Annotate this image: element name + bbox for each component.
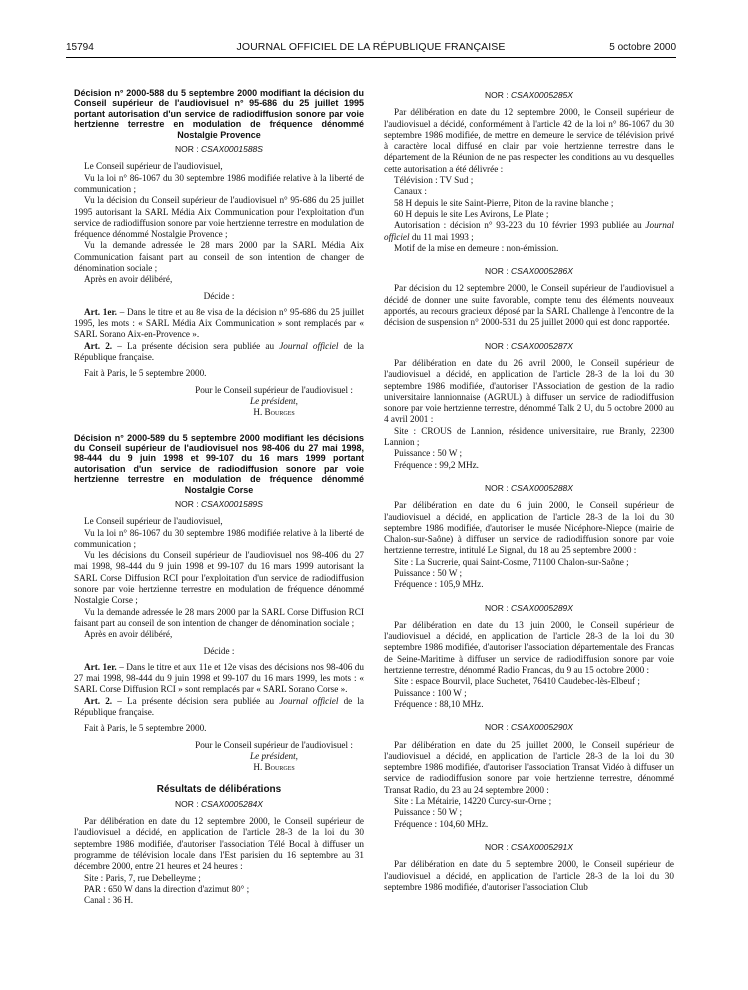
nor-reference: NOR : CSAX0005289X (485, 602, 573, 613)
paragraph: Par décision du 12 septembre 2000, le Conseil supérieur de l'audiovisuel a décidé de donner une suite favorable, compte tenu des éléments nouveaux apportés, au recours gracieux déposé par la SARL Challenge à l'encontre de la décision de suspension n° 2000-531 du 25 juillet 2000 qui est donc rapportée. (384, 283, 674, 328)
signature-role: Le président, (250, 395, 298, 406)
paragraph: Par délibération en date du 12 septembre 2000, le Conseil supérieur de l'audiovisuel a décidé, conformément à l'article 42 de la loi n° 86-1067 du 30 septembre 1986 modifiée, de mettre en demeure le service de télévision privé à caractère local diffusé en clair par voie hertzienne terrestre dans le département de la Réunion de ne pas respecter les conditions au vu desquelles cette autorisation a été délivrée : (384, 107, 674, 174)
paragraph: Par délibération en date du 26 avril 2000, le Conseil supérieur de l'audiovisuel a décidé, en application de l'article 28-3 de la loi du 30 septembre 1986 modifiée, d'autoriser l'Association de gestion de la radio universitaire lannionnaise (AGRUL) à diffuser un service de radiodiffusion sonore par voie hertzienne terrestre, dénommé Talk 2 U, du 5 octobre 2000 au 4 avril 2001 : (384, 357, 674, 425)
paragraph: Après en avoir délibéré, (84, 274, 173, 285)
signature-date: Fait à Paris, le 5 septembre 2000. (84, 723, 207, 734)
page-number: 15794 (66, 42, 94, 53)
paragraph: Vu la décision du Conseil supérieur de l'audiovisuel n° 95-686 du 25 juillet 1995 autorisant la SARL Média Aix Communication pour l'exploitation d'un service de radiodiffusion sonore par voie hertzienne terrestre en modulation de fréquence dénommé Nostalgie Provence ; (74, 195, 364, 240)
page-header (66, 40, 676, 56)
detail-line: Autorisation : décision n° 93-223 du 10 février 1993 publiée au Journal officiel du 11 mai 1993 ; (384, 220, 674, 242)
nor-reference: NOR : CSAX0005290X (485, 722, 573, 733)
paragraph: Par délibération en date du 13 juin 2000, le Conseil supérieur de l'audiovisuel a décidé, en application de l'article 28-3 de la loi du 30 septembre 1986 modifiée, d'autoriser l'association départementale des Francas de Seine-Maritime à diffuser un service de radiodiffusion sonore par voie hertzienne terrestre, dénommé Radio Francas, du 9 au 15 octobre 2000 : (384, 619, 674, 676)
detail-line: Site : La Métairie, 14220 Curcy-sur-Orne ; (394, 796, 552, 807)
journal-title: JOURNAL OFFICIEL DE LA RÉPUBLIQUE FRANÇAISE (236, 41, 506, 53)
detail-line: Fréquence : 88,10 MHz. (394, 698, 484, 709)
nor-reference: NOR : CSAX0005291X (485, 841, 573, 852)
detail-line: Puissance : 50 W ; (394, 448, 463, 459)
detail-line: Site : La Sucrerie, quai Saint-Cosme, 71100 Chalon-sur-Saône ; (394, 556, 629, 567)
article: Art. 1er. – Dans le titre et au 8e visa de la décision n° 95-686 du 25 juillet 1995, les mots : « SARL Média Aix Communication » sont remplacés par « SARL Sorano Aix-en-Provence ». (74, 306, 364, 340)
signature-date: Fait à Paris, le 5 septembre 2000. (84, 368, 207, 379)
detail-line: Site : Paris, 7, rue Debelleyme ; (84, 872, 201, 883)
paragraph: Vu la demande adressée le 28 mars 2000 par la SARL Corse Diffusion RCI faisant part au conseil de son intention de changer de dénomination sociale ; (74, 606, 364, 628)
decide-heading: Décide : (203, 290, 235, 301)
paragraph: Par délibération en date du 5 septembre 2000, le Conseil supérieur de l'audiovisuel a décidé, en application de l'article 28-3 de la loi du 30 septembre 1986 modifiée, d'autoriser l'association Club (384, 859, 674, 892)
detail-line: Fréquence : 105,9 MHz. (394, 579, 484, 590)
detail-line: PAR : 650 W dans la direction d'azimut 80° ; (84, 883, 250, 894)
signature-role: Le président, (250, 750, 298, 761)
detail-line: Canaux : (394, 186, 427, 197)
detail-line: 58 H depuis le site Saint-Pierre, Piton de la ravine blanche ; (394, 197, 614, 208)
detail-line: Motif de la mise en demeure : non-émission. (394, 242, 559, 253)
paragraph: Après en avoir délibéré, (84, 629, 173, 640)
decision-title: Décision n° 2000-588 du 5 septembre 2000 modifiant la décision du Conseil supérieur de l'audiovisuel n° 95-686 du 25 juillet 1995 portant autorisation d'un service de radiodiffusion sonore par voie hertzienne terrestre en modulation de fréquence dénommé Nostalgie Provence (74, 88, 364, 140)
nor-reference: NOR : CSAX0005285X (485, 90, 573, 100)
detail-line: Puissance : 50 W ; (394, 567, 463, 578)
right-column (384, 60, 674, 893)
detail-line: Télévision : TV Sud ; (394, 175, 474, 186)
detail-line: Puissance : 50 W ; (394, 807, 463, 818)
decide-heading: Décide : (203, 645, 235, 656)
paragraph: Vu la loi n° 86-1067 du 30 septembre 1986 modifiée relative à la liberté de communication ; (74, 527, 364, 549)
detail-line: Site : espace Bourvil, place Suchetet, 76410 Caudebec-lès-Elbeuf ; (394, 676, 640, 687)
paragraph: Par délibération en date du 6 juin 2000, le Conseil supérieur de l'audiovisuel a décidé, en application de l'article 28-3 de la loi du 30 septembre 1986 modifiée, d'autoriser le musée Nicéphore-Niepce (mairie de Chalon-sur-Saône) à diffuser un service de radiodiffusion sonore par voie hertzienne terrestre, intitulé Le Signal, du 18 au 25 septembre 2000 : (384, 500, 674, 556)
paragraph: Vu la demande adressée le 28 mars 2000 par la SARL Média Aix Communication faisant part au conseil de son intention de changer de dénomination sociale ; (74, 240, 364, 273)
signature-line: Pour le Conseil supérieur de l'audiovisuel : (195, 384, 353, 395)
nor-reference: NOR : CSAX0005284X (175, 798, 263, 809)
nor-reference: NOR : CSAX0001588S (175, 144, 263, 155)
article: Art. 2. – La présente décision sera publiée au Journal officiel de la République française. (74, 695, 365, 718)
nor-reference: NOR : CSAX0005286X (485, 266, 573, 277)
paragraph: Par délibération en date du 12 septembre 2000, le Conseil supérieur de l'audiovisuel a décidé, en application de l'article 28-3 de la loi du 30 septembre 1986 modifiée, d'autoriser l'association Télé Bocal à diffuser un programme de télévision locale dans l'Est parisien du 16 septembre au 31 décembre 2000, entre 21 heures et 24 heures : (74, 816, 364, 872)
header-rule (66, 57, 676, 58)
paragraph: Le Conseil supérieur de l'audiovisuel, (84, 161, 223, 172)
nor-reference: NOR : CSAX0001589S (175, 499, 263, 509)
paragraph: Vu les décisions du Conseil supérieur de l'audiovisuel nos 98-406 du 27 mai 1998, 98-444 du 9 juin 1998 et 99-107 du 16 mars 1999 autorisant la SARL Corse Diffusion RCI pour l'exploitation d'un service de radiodiffusion sonore par voie hertzienne terrestre en modulation de fréquence dénommé Nostalgie Corse ; (74, 550, 364, 606)
signature-name: H. Bourges (253, 407, 295, 418)
publication-date: 5 octobre 2000 (609, 42, 676, 53)
decision-title: Décision n° 2000-589 du 5 septembre 2000 modifiant les décisions du Conseil supérieur de l'audiovisuel nos 98-406 du 27 mai 1998, 98-444 du 9 juin 1998 et 99-107 du 16 mars 1999 portant autorisation d'un service de radiodiffusion sonore par voie hertzienne terrestre en modulation de fréquence dénommé Nostalgie Corse (74, 432, 364, 495)
detail-line: 60 H depuis le site Les Avirons, Le Plate ; (394, 208, 549, 219)
nor-reference: NOR : CSAX0005287X (485, 340, 573, 351)
nor-reference: NOR : CSAX0005288X (485, 482, 573, 493)
paragraph: Le Conseil supérieur de l'audiovisuel, (84, 516, 223, 527)
paragraph: Par délibération en date du 25 juillet 2000, le Conseil supérieur de l'audiovisuel a décidé, en application de l'article 28-3 de la loi du 30 septembre 1986 modifiée, d'autoriser l'association Transat Vidéo à diffuser un service de radiodiffusion sonore par voie hertzienne terrestre, dénommé Transat Radio, du 23 au 24 septembre 2000 : (384, 739, 674, 795)
detail-line: Puissance : 100 W ; (394, 687, 467, 698)
article: Art. 1er. – Dans le titre et aux 11e et 12e visas des décisions nos 98-406 du 27 mai 1998, 98-444 du 9 juin 1998 et 99-107 du 16 mars 1999, les mots : « SARL Corse Diffusion RCI » sont remplacés par « SARL Sorano Corse ». (74, 661, 364, 695)
left-column (74, 60, 364, 907)
detail-line: Site : CROUS de Lannion, résidence universitaire, rue Branly, 22300 Lannion ; (384, 425, 674, 448)
detail-line: Canal : 36 H. (84, 895, 133, 906)
article: Art. 2. – La présente décision sera publiée au Journal officiel de la République française. (74, 340, 365, 363)
signature-name: H. Bourges (253, 762, 295, 773)
detail-line: Fréquence : 104,60 MHz. (394, 818, 489, 829)
paragraph: Vu la loi n° 86-1067 du 30 septembre 1986 modifiée relative à la liberté de communication ; (74, 172, 364, 194)
detail-line: Fréquence : 99,2 MHz. (394, 459, 479, 470)
signature-line: Pour le Conseil supérieur de l'audiovisuel : (195, 739, 353, 750)
section-heading: Résultats de délibérations (156, 783, 282, 795)
